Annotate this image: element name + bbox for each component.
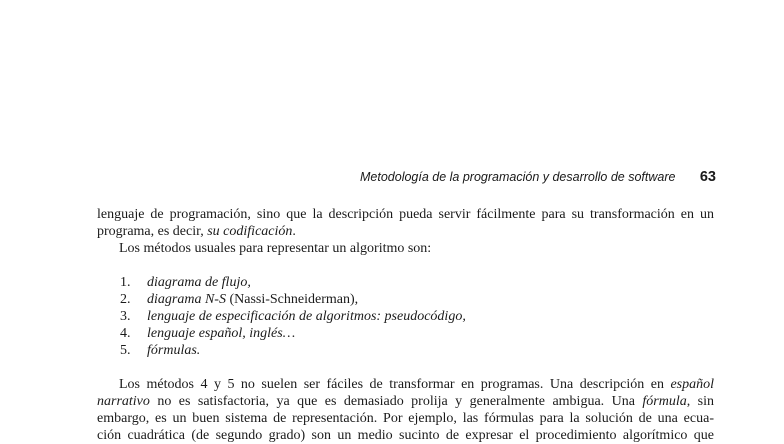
- list-item-italic: fórmulas.: [147, 343, 201, 358]
- list-item-italic: lenguaje de especificación de algoritmos: pseudocódigo,: [147, 309, 466, 324]
- running-header: [360, 167, 716, 187]
- list-item: [120, 325, 295, 342]
- list-item: [120, 342, 200, 359]
- text-run: embargo, es un buen sistema de representación. Por ejemplo, las fórmulas para la solución de una ecua-: [97, 411, 714, 426]
- paragraph-line: [97, 206, 714, 223]
- page-number: 63: [699, 169, 716, 185]
- list-item-text: (Nassi-Schneiderman),: [225, 292, 359, 307]
- list-item-number: 5.: [120, 343, 131, 358]
- list-item-italic: diagrama de flujo,: [147, 275, 251, 290]
- text-run: programa, es decir,: [97, 224, 208, 239]
- italic-run: fórmula: [642, 394, 687, 409]
- paragraph-line: [97, 223, 714, 240]
- paragraph-line: [97, 410, 714, 427]
- italic-run: narrativo: [97, 394, 150, 409]
- list-item: [120, 291, 358, 308]
- list-item: [120, 274, 251, 291]
- list-item-number: 3.: [120, 309, 131, 324]
- paragraph-line: [97, 393, 714, 410]
- list-item-number: 2.: [120, 292, 131, 307]
- text-run: ción cuadrática (de segundo grado) son un medio sucinto de expresar el procedimiento algorítmico que: [97, 428, 714, 443]
- list-item-number: 4.: [120, 326, 131, 341]
- list-item-italic: lenguaje español, inglés…: [147, 326, 296, 341]
- italic-run: su codificación: [207, 224, 293, 239]
- list-item-number: 1.: [120, 275, 131, 290]
- list-item: [120, 308, 466, 325]
- list-item-italic: diagrama N-S: [147, 292, 226, 307]
- text-run: lenguaje de programación, sino que la descripción pueda servir fácilmente para su transformación en un: [97, 207, 714, 222]
- paragraph-line: [119, 240, 714, 257]
- paragraph-line: [97, 427, 714, 444]
- header-title: Metodología de la programación y desarrollo de software: [360, 170, 676, 184]
- text-run: Los métodos usuales para representar un algoritmo son:: [119, 241, 432, 256]
- text-run: no es satisfactoria, ya que es demasiado prolija y generalmente ambigua. Una: [149, 394, 643, 409]
- text-run: Los métodos 4 y 5 no suelen ser fáciles de transformar en programas. Una descripción en: [119, 377, 671, 392]
- paragraph-line: [119, 376, 714, 393]
- text-run: , sin: [686, 394, 714, 409]
- italic-run: español: [670, 377, 714, 392]
- text-run: .: [292, 224, 296, 239]
